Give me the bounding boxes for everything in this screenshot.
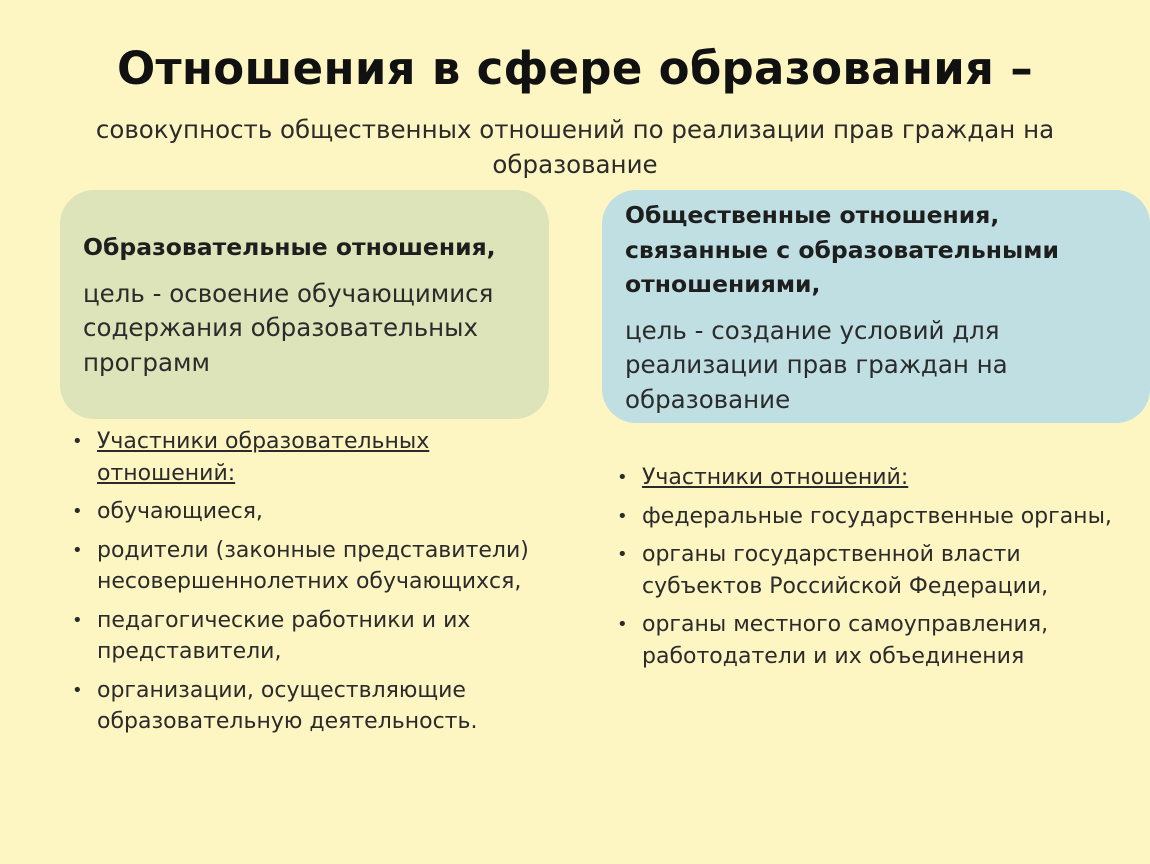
bullet-icon: •: [72, 609, 83, 631]
bullet-icon: •: [617, 614, 628, 635]
list-item: [617, 609, 1142, 672]
list-header: [72, 426, 532, 489]
list-item-text: обучающиеся,: [97, 499, 263, 524]
list-item-text: организации, осуществляющие образовательную деятельность.: [97, 677, 478, 734]
slide-title: Отношения в сфере образования –: [116, 42, 1034, 95]
list-item-text: органы государственной власти субъектов Российской Федерации,: [642, 542, 1049, 599]
list-item: [72, 535, 532, 598]
list-item: [72, 605, 532, 668]
list-item-text: родители (законные представители) несовершеннолетних обучающихся,: [97, 537, 529, 594]
social-relations-goal: цель - создание условий для реализации прав граждан на образование: [625, 315, 1008, 414]
bullet-icon: •: [72, 539, 83, 561]
bullet-icon: •: [72, 501, 83, 522]
list-item: [617, 539, 1142, 602]
list-header: [617, 462, 1142, 494]
bullet-icon: •: [72, 431, 83, 452]
list-item: [72, 675, 532, 738]
list-header-text: Участники отношений:: [642, 465, 909, 490]
educational-relations-box: [60, 190, 549, 419]
list-item: [617, 501, 1142, 533]
educational-participants-list: [72, 426, 532, 745]
list-item-text: органы местного самоуправления, работодатели и их объединения: [642, 612, 1049, 669]
slide-subtitle: совокупность общественных отношений по реализации прав граждан на образование: [95, 115, 1055, 179]
social-participants-list: [617, 462, 1142, 679]
bullet-icon: •: [617, 467, 628, 488]
bullet-icon: •: [617, 505, 628, 527]
social-relations-heading: Общественные отношения, связанные с образовательными отношениями,: [625, 201, 1059, 298]
list-header-text: Участники образовательных отношений:: [97, 429, 430, 486]
social-relations-box: [602, 190, 1150, 423]
list-item: [72, 496, 532, 528]
list-item-text: педагогические работники и их представители,: [97, 607, 471, 664]
list-item-text: федеральные государственные органы,: [642, 503, 1112, 529]
bullet-icon: •: [72, 679, 83, 701]
educational-relations-goal: цель - освоение обучающимися содержания образовательных программ: [83, 278, 494, 377]
educational-relations-heading: Образовательные отношения,: [83, 233, 496, 261]
bullet-icon: •: [617, 544, 628, 565]
